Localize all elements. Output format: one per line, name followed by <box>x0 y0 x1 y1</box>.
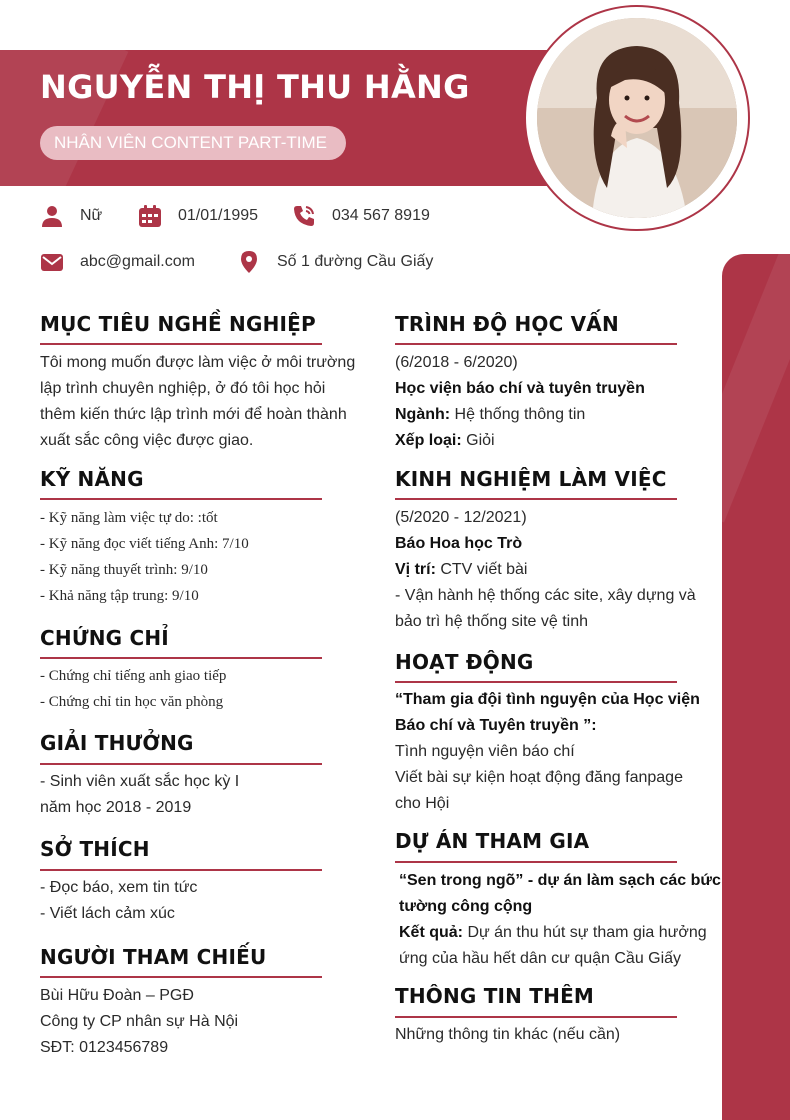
birthday-text: 01/01/1995 <box>178 207 259 224</box>
major-value: Hệ thống thông tin <box>450 406 586 423</box>
project-result: ứng của hầu hết dân cư quận Cầu Giấy <box>399 950 682 967</box>
experience-title: KINH NGHIỆM LÀM VIỆC <box>395 467 667 491</box>
objective-title: MỤC TIÊU NGHỀ NGHIỆP <box>40 312 316 336</box>
side-accent-bar <box>722 254 790 1120</box>
objective-text <box>40 350 355 454</box>
skills-rule <box>40 498 322 500</box>
education-title: TRÌNH ĐỘ HỌC VẤN <box>395 312 619 336</box>
phone-text: 034 567 8919 <box>332 207 430 224</box>
mail-icon <box>40 250 64 274</box>
skill-item: - Kỹ năng đọc viết tiếng Anh: 7/10 <box>40 536 249 552</box>
person-icon <box>40 204 64 228</box>
reference-line: SĐT: 0123456789 <box>40 1039 169 1056</box>
skills-title: KỸ NĂNG <box>40 467 144 491</box>
awards-list <box>40 769 239 821</box>
references-list <box>40 983 238 1061</box>
activities-block <box>395 687 700 817</box>
avatar-illustration <box>537 18 737 218</box>
activity-heading: “Tham gia đội tình nguyện của Học viện <box>395 691 700 708</box>
objective-line: Tôi mong muốn được làm việc ở môi trường <box>40 354 356 371</box>
gender-text: Nữ <box>80 207 103 224</box>
project-result <box>399 920 721 946</box>
certificates-rule <box>40 657 322 659</box>
contact-birthday <box>138 204 258 228</box>
objective-line: thêm kiến thức lập trình mới để hoàn thành <box>40 406 347 423</box>
certificates-list <box>40 663 226 715</box>
activity-line: Tình nguyện viên báo chí <box>395 743 575 760</box>
projects-rule <box>395 861 677 863</box>
side-sheen <box>722 254 790 522</box>
projects-block <box>399 868 721 972</box>
result-label: Kết quả: <box>399 924 463 941</box>
grade-label: Xếp loại: <box>395 432 462 449</box>
hobby-item: - Viết lách cảm xúc <box>40 905 175 922</box>
avatar <box>537 18 737 218</box>
project-heading: tường công cộng <box>399 898 533 915</box>
education-block <box>395 350 645 454</box>
experience-desc: - Vận hành hệ thống các site, xây dựng và <box>395 587 696 604</box>
education-period: (6/2018 - 6/2020) <box>395 354 518 371</box>
experience-period: (5/2020 - 12/2021) <box>395 509 527 526</box>
activity-line: Viết bài sự kiện hoạt động đăng fanpage <box>395 769 683 786</box>
job-title-pill: NHÂN VIÊN CONTENT PART-TIME <box>40 126 346 160</box>
project-heading: “Sen trong ngõ” - dự án làm sạch các bức <box>399 872 721 889</box>
hobbies-title: SỞ THÍCH <box>40 837 150 861</box>
role-label: Vị trí: <box>395 561 436 578</box>
references-title: NGƯỜI THAM CHIẾU <box>40 945 267 969</box>
experience-block <box>395 505 696 635</box>
candidate-name: NGUYỄN THỊ THU HẰNG <box>40 68 470 106</box>
contact-address <box>237 250 433 274</box>
certificate-item: - Chứng chỉ tiếng anh giao tiếp <box>40 668 227 684</box>
contact-gender <box>40 204 102 228</box>
extra-block <box>395 1022 620 1048</box>
experience-company: Báo Hoa học Trò <box>395 535 523 552</box>
hobbies-rule <box>40 869 322 871</box>
activity-heading: Báo chí và Tuyên truyền ”: <box>395 717 597 734</box>
contact-phone[interactable] <box>292 204 430 228</box>
award-line: năm học 2018 - 2019 <box>40 799 192 816</box>
education-school: Học viện báo chí và tuyên truyền <box>395 380 645 397</box>
major-label: Ngành: <box>395 406 451 423</box>
extra-line: Những thông tin khác (nếu cần) <box>395 1026 621 1043</box>
calendar-icon <box>138 204 162 228</box>
hobbies-list <box>40 875 197 927</box>
location-icon <box>237 250 261 274</box>
activity-line: cho Hội <box>395 795 450 812</box>
awards-title: GIẢI THƯỞNG <box>40 731 194 755</box>
skill-item: - Kỹ năng làm việc tự do: :tốt <box>40 510 218 526</box>
projects-title: DỰ ÁN THAM GIA <box>395 829 590 853</box>
objective-line: xuất sắc công việc được giao. <box>40 432 254 449</box>
objective-line: lập trình chuyên nghiệp, ở đó tôi học hỏi <box>40 380 326 397</box>
grade-value: Giỏi <box>461 432 495 449</box>
references-rule <box>40 976 322 978</box>
education-major <box>395 402 645 428</box>
reference-line: Công ty CP nhân sự Hà Nội <box>40 1013 239 1030</box>
phone-icon <box>292 204 316 228</box>
role-value: CTV viết bài <box>435 561 528 578</box>
address-text: Số 1 đường Cầu Giấy <box>277 253 434 270</box>
objective-rule <box>40 343 322 345</box>
activities-rule <box>395 681 677 683</box>
experience-rule <box>395 498 677 500</box>
contact-email[interactable] <box>40 250 195 274</box>
result-value: Dự án thu hút sự tham gia hưởng <box>463 924 707 941</box>
certificate-item: - Chứng chỉ tin học văn phòng <box>40 694 224 710</box>
reference-line: Bùi Hữu Đoàn – PGĐ <box>40 987 194 1004</box>
education-grade <box>395 428 645 454</box>
extra-title: THÔNG TIN THÊM <box>395 984 595 1008</box>
skills-list <box>40 505 249 609</box>
extra-rule <box>395 1016 677 1018</box>
email-text: abc@gmail.com <box>80 253 195 270</box>
experience-role <box>395 557 696 583</box>
award-line: - Sinh viên xuất sắc học kỳ I <box>40 773 240 790</box>
skill-item: - Khả năng tập trung: 9/10 <box>40 588 199 604</box>
activities-title: HOẠT ĐỘNG <box>395 650 534 674</box>
hobby-item: - Đọc báo, xem tin tức <box>40 879 198 896</box>
education-rule <box>395 343 677 345</box>
skill-item: - Kỹ năng thuyết trình: 9/10 <box>40 562 208 578</box>
awards-rule <box>40 763 322 765</box>
experience-desc: bảo trì hệ thống site vệ tinh <box>395 613 589 630</box>
certificates-title: CHỨNG CHỈ <box>40 626 169 650</box>
